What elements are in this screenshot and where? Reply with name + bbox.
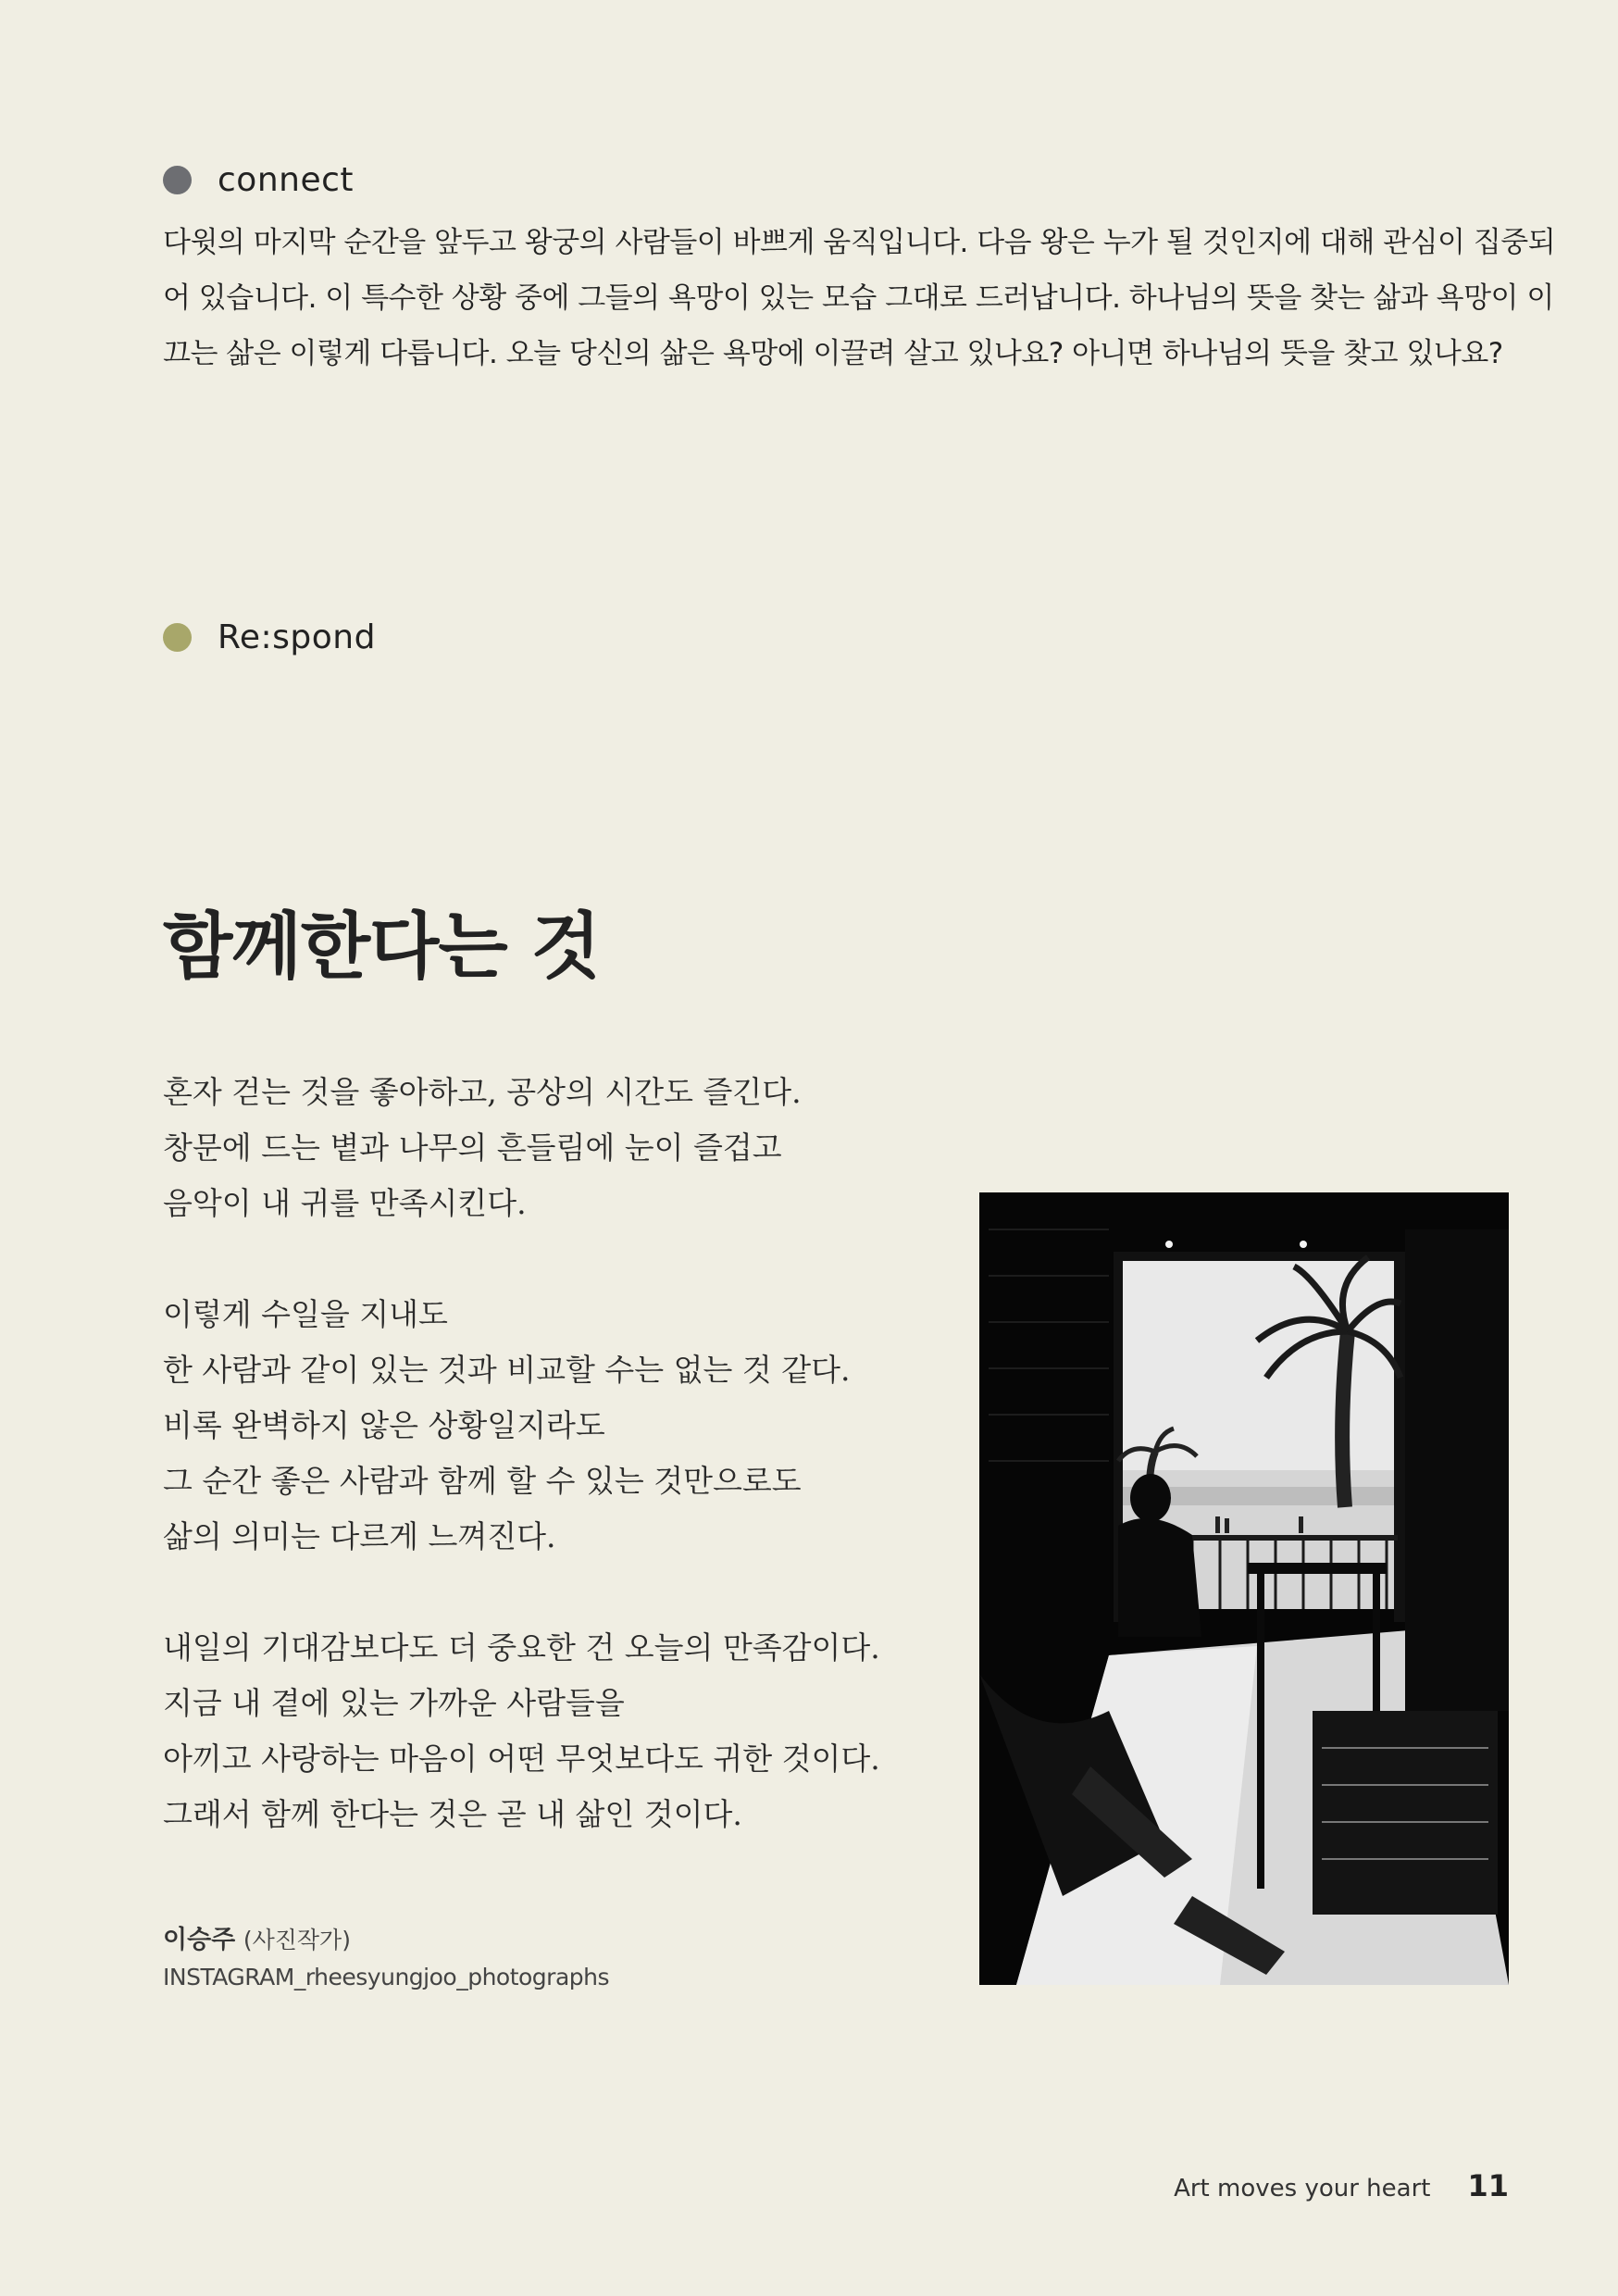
connect-section-label [163,161,354,199]
respond-bullet-dot [163,623,192,652]
footer-tagline: Art moves your heart [1174,2175,1431,2202]
poem-line: 한 사람과 같이 있는 것과 비교할 수는 없는 것 같다. [163,1352,851,1388]
poem-line: 그 순간 좋은 사람과 함께 할 수 있는 것만으로도 [163,1463,802,1499]
poem-line: 창문에 드는 볕과 나무의 흔들림에 눈이 즐겁고 [163,1129,782,1166]
connect-label-text: connect [218,161,355,199]
author-line [163,1922,609,1959]
poem-line: 삶의 의미는 다르게 느껴진다. [163,1518,556,1554]
cafe-window-photo [979,1192,1509,1985]
connect-line: 다윗의 마지막 순간을 앞두고 왕궁의 사람들이 바쁘게 움직입니다. 다음 왕은 누가 될 것인지에 대해 관심이 집중되 [163,226,1556,259]
poem-stanza [163,1287,922,1565]
poem-stanza [163,1620,922,1842]
respond-section-label [163,618,376,656]
article-poem [163,1065,922,1842]
poem-line: 혼자 걷는 것을 좋아하고, 공상의 시간도 즐긴다. [163,1074,802,1110]
connect-paragraph [163,215,1556,381]
instagram-handle: INSTAGRAM_rheesyungjoo_photographs [163,1964,610,1990]
poem-stanza [163,1065,922,1231]
poem-line: 아끼고 사랑하는 마음이 어떤 무엇보다도 귀한 것이다. [163,1741,880,1777]
page-footer [1174,2168,1509,2203]
respond-label-text: Re:spond [218,618,376,656]
poem-line: 그래서 함께 한다는 것은 곧 내 삶인 것이다. [163,1796,742,1832]
poem-line: 내일의 기대감보다도 더 중요한 건 오늘의 만족감이다. [163,1629,880,1666]
connect-bullet-dot [163,166,192,194]
author-role: (사진작가) [243,1927,351,1953]
poem-line: 비록 완벽하지 않은 상황일지라도 [163,1407,605,1443]
photographer-credit [163,1922,609,1996]
poem-line: 이렇게 수일을 지내도 [163,1296,448,1332]
author-name: 이승주 [163,1926,236,1954]
article-title: 함께한다는 것 [163,905,601,989]
page-number: 11 [1467,2168,1509,2203]
connect-line: 어 있습니다. 이 특수한 상황 중에 그들의 욕망이 있는 모습 그대로 드러납니다. 하나님의 뜻을 찾는 삶과 욕망이 이 [163,281,1554,315]
connect-line: 끄는 삶은 이렇게 다릅니다. 오늘 당신의 삶은 욕망에 이끌려 살고 있나요? 아니면 하나님의 뜻을 찾고 있나요? [163,337,1503,370]
poem-line: 음악이 내 귀를 만족시킨다. [163,1185,527,1221]
photo-illustration [979,1192,1509,1985]
poem-line: 지금 내 곁에 있는 가까운 사람들을 [163,1685,625,1721]
